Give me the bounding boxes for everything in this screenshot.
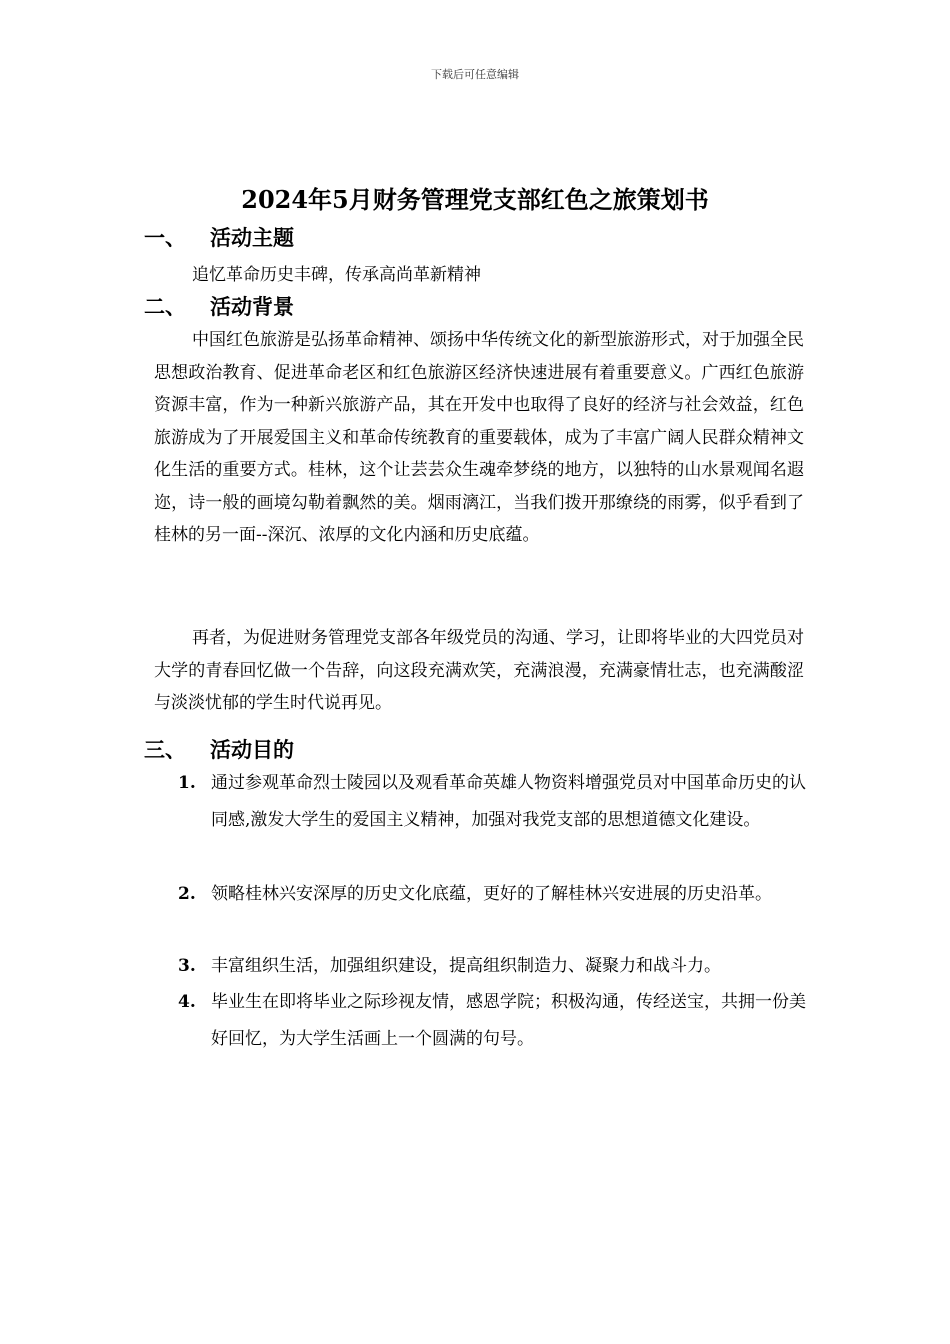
section-number: 一、: [144, 225, 186, 250]
background-paragraph-1: 中国红色旅游是弘扬革命精神、颂扬中华传统文化的新型旅游形式，对于加强全民思想政治教育、促进革命老区和红色旅游区经济快速进展有着重要意义。广西红色旅游资源丰富，作为一种新兴旅游产品，其在开发中也取得了良好的经济与社会效益，红色旅游成为了开展爱国主义和革命传统教育的重要载体，成为了丰富广阔人民群众精神文化生活的重要方式。桂林，这个让芸芸众生魂牵梦绕的地方，以独特的山水景观闻名遐迩，诗一般的画境勾勒着飘然的美。烟雨漓江，当我们拨开那缭绕的雨雾，似乎看到了桂林的另一面--深沉、浓厚的文化内涵和历史底蕴。: [154, 330, 804, 545]
background-paragraph-2: 再者，为促进财务管理党支部各年级党员的沟通、学习，让即将毕业的大四党员对大学的青春回忆做一个告辞，向这段充满欢笑，充满浪漫，充满豪情壮志，也充满酸涩与淡淡忧郁的学生时代说再见。: [154, 628, 804, 713]
list-text: 丰富组织生活，加强组织建设，提高组织制造力、凝聚力和战斗力。: [211, 956, 721, 976]
list-number: 4.: [178, 992, 196, 1012]
section-heading-objectives: [144, 734, 294, 764]
section-title: 活动背景: [210, 294, 294, 319]
list-text: 领略桂林兴安深厚的历史文化底蕴，更好的了解桂林兴安进展的历史沿革。: [211, 884, 772, 904]
list-number: 1.: [178, 773, 196, 793]
section-heading-background: [144, 291, 294, 321]
theme-text: 追忆革命历史丰碑，传承高尚革新精神: [192, 265, 481, 285]
objective-item-1: [178, 765, 808, 839]
section-title: 活动目的: [210, 737, 294, 762]
section-heading-theme: [144, 222, 294, 252]
objective-item-2: [178, 876, 808, 913]
list-number: 3.: [178, 956, 196, 976]
section-number: 三、: [144, 737, 186, 762]
list-text: 毕业生在即将毕业之际珍视友情，感恩学院；积极沟通，传经送宝，共拥一份美好回忆，为大学生活画上一个圆满的句号。: [211, 992, 806, 1049]
header-note: 下载后可任意编辑: [431, 68, 519, 81]
objective-item-4: [178, 984, 808, 1058]
list-number: 2.: [178, 884, 196, 904]
document-title: 2024年5月财务管理党支部红色之旅策划书: [241, 185, 709, 214]
objective-item-3: [178, 948, 808, 985]
section-number: 二、: [144, 294, 186, 319]
list-text: 通过参观革命烈士陵园以及观看革命英雄人物资料增强党员对中国革命历史的认同感,激发大学生的爱国主义精神，加强对我党支部的思想道德文化建设。: [211, 773, 806, 830]
section-title: 活动主题: [210, 225, 294, 250]
